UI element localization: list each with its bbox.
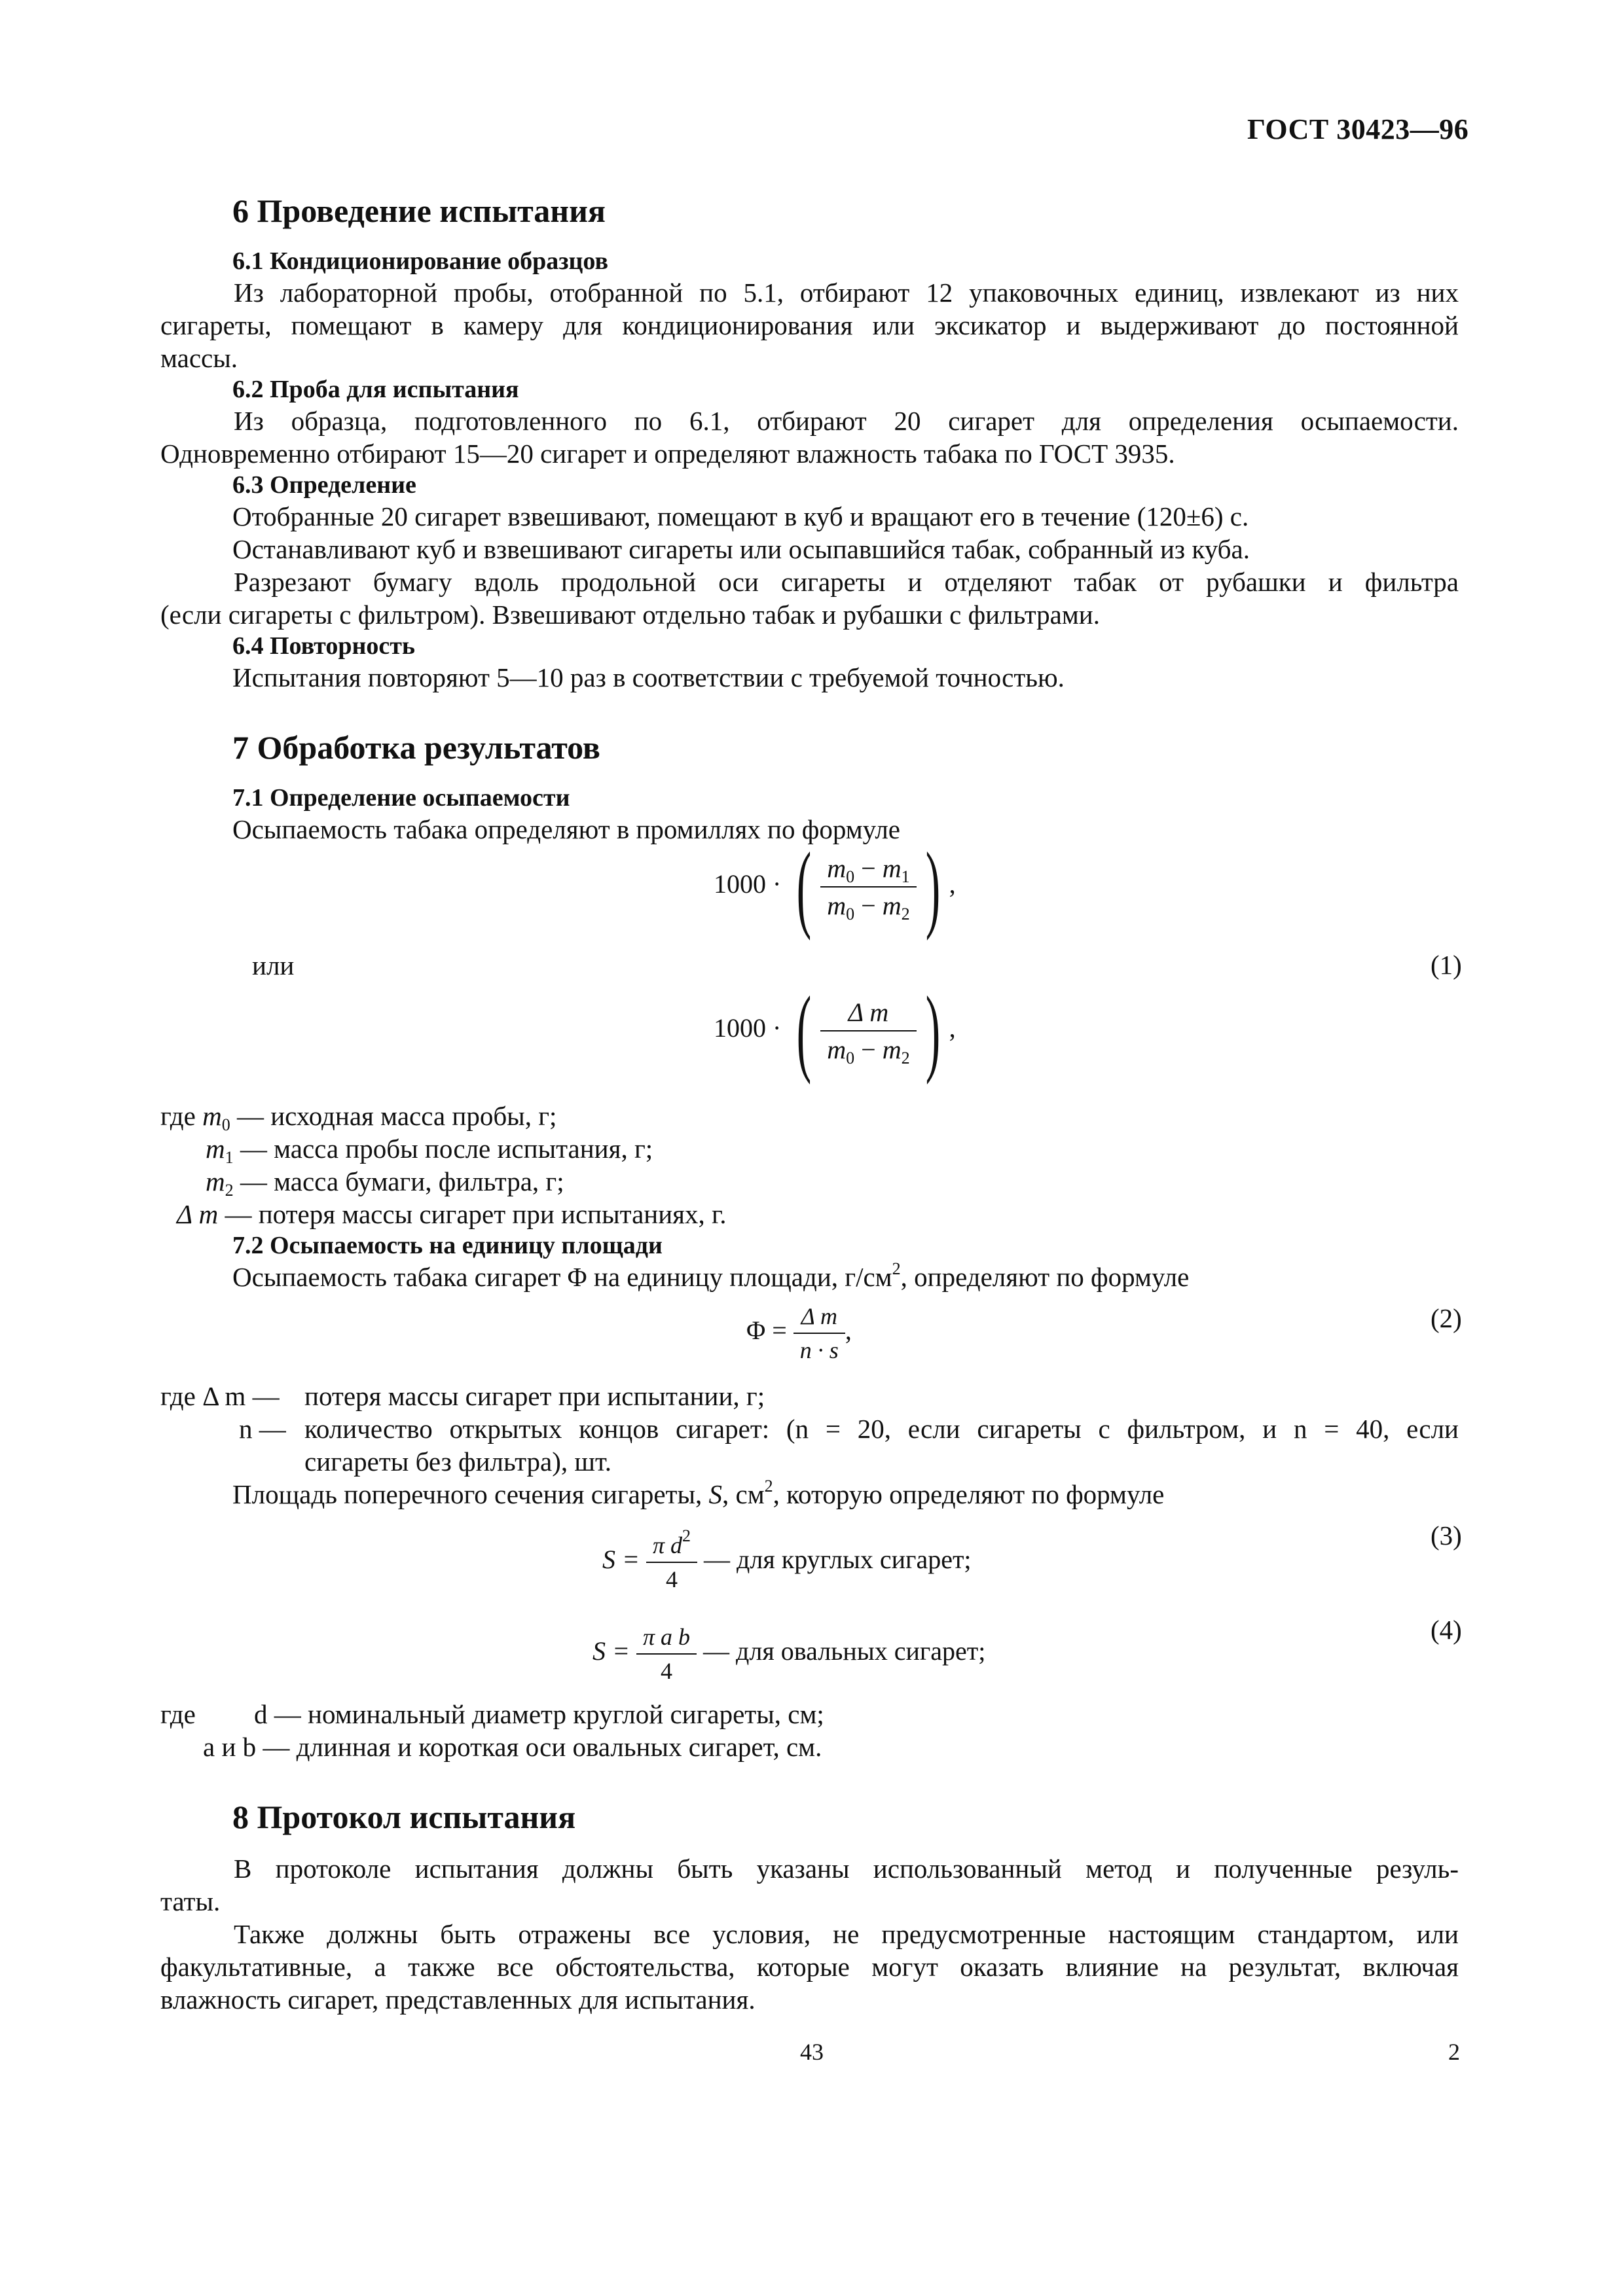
subsection-6-3-title: 6.3 Определение xyxy=(232,471,416,499)
equation-1a: 1000 · ( $\frac{m_0 - m_1}{m_0 - m_2}$ ) , xyxy=(714,833,956,941)
s62-line-1: Из образца, подготовленного по 6.1, отбирают 20 сигарет для определения осыпаемости. xyxy=(234,406,1459,436)
section-8-title: 8 Протокол испытания xyxy=(232,1799,576,1835)
s61-line-1: Из лабораторной пробы, отобранной по 5.1, отбирают 12 упаковочных единиц, извлекают из них xyxy=(234,278,1459,308)
equation-1-number: (1) xyxy=(1431,950,1462,980)
where2-dm-desc: потеря массы сигарет при испытании, г; xyxy=(304,1381,765,1411)
where1-m0-line: где $m_0$ — исходная масса пробы, г; xyxy=(160,1101,557,1134)
s8-para-1-line-2: таты. xyxy=(160,1886,221,1916)
section-7-title: 7 Обработка результатов xyxy=(232,729,600,766)
where1-m2-line: $m_2$ — масса бумаги, фильтра, г; xyxy=(206,1166,564,1200)
eq2-fraction: $\frac{\text{Δ m}}{n \cdot s}$ xyxy=(793,1302,845,1364)
s63-para-2: Останавливают куб и взвешивают сигареты или осыпавшийся табак, собранный из куба. xyxy=(232,534,1250,564)
equation-2: Φ = $\frac{\text{Δ m}}{n \cdot s}$ , xyxy=(746,1303,852,1363)
eq4-fraction: $\frac{\text{π a b}}{4}$ xyxy=(636,1623,697,1685)
subsection-6-2-title: 6.2 Проба для испытания xyxy=(232,376,519,403)
where3-ab-line: a и b — длинная и короткая оси овальных сигарет, см. xyxy=(203,1732,822,1762)
s61-line-3: массы. xyxy=(160,343,238,373)
eq1a-left-paren: ( xyxy=(797,833,812,941)
equation-4-number: (4) xyxy=(1431,1615,1462,1645)
subsection-7-2-title: 7.2 Осыпаемость на единицу площади xyxy=(232,1232,663,1259)
eq1b-right-paren: ) xyxy=(925,977,940,1085)
equation-1b: 1000 · ( $\frac{\text{Δ m}}{m_0 - m_2}$ ) , xyxy=(714,977,956,1085)
eq1a-fraction: $\frac{m_0 - m_1}{m_0 - m_2}$ xyxy=(820,853,916,921)
equation-3: S = $\frac{\pi d^2}{4}$ — для круглых сигарет; xyxy=(602,1526,972,1592)
subsection-6-1-title: 6.1 Кондиционирование образцов xyxy=(232,247,608,275)
s8-para-2-line-3: влажность сигарет, представленных для испытания. xyxy=(160,1984,756,2015)
page-number-right: 2 xyxy=(1448,2039,1460,2065)
eq1a-coefficient: 1000 · xyxy=(714,869,782,899)
equation-3-number: (3) xyxy=(1431,1520,1462,1551)
s63-para-3-line-1: Разрезают бумагу вдоль продольной оси сигареты и отделяют табак от рубашки и фильтра xyxy=(234,567,1459,597)
document-id-header: ГОСТ 30423—96 xyxy=(1247,113,1469,145)
eq1b-left-paren: ( xyxy=(797,977,812,1085)
s72-intro: Осыпаемость табака сигарет Φ на единицу площади, $г/см^2$, определяют по формуле xyxy=(232,1259,1190,1292)
eq1-or-label: или xyxy=(252,950,295,980)
eq1b-coefficient: 1000 · xyxy=(714,1013,782,1043)
s8-para-2-line-2: факультативные, а также все обстоятельства, которые могут оказать влияние на результат, включая xyxy=(160,1952,1459,1982)
s8-para-1-line-1: В протоколе испытания должны быть указаны использованный метод и полученные резуль- xyxy=(234,1854,1459,1884)
equation-2-number: (2) xyxy=(1431,1303,1462,1333)
where2-n-desc-line-1: количество открытых концов сигарет: (n = 20, если сигареты с фильтром, и n = 40, если xyxy=(304,1414,1459,1444)
subsection-6-4-title: 6.4 Повторность xyxy=(232,632,416,660)
where3-d-line: d — номинальный диаметр круглой сигареты, см; xyxy=(254,1699,824,1729)
s64-para-1: Испытания повторяют 5—10 раз в соответствии с требуемой точностью. xyxy=(232,662,1065,692)
equation-4: S = $\frac{\text{π a b}}{4}$ — для овальных сигарет; xyxy=(593,1624,986,1684)
page-number-center: 43 xyxy=(800,2039,824,2065)
s63-para-1: Отобранные 20 сигарет взвешивают, помещают в куб и вращают его в течение (120±6) с. xyxy=(232,501,1249,531)
where2-n-label: n — xyxy=(239,1414,286,1444)
where2-dm-label: где Δ m — xyxy=(160,1381,280,1411)
section-6-title: 6 Проведение испытания xyxy=(232,192,606,229)
s71-intro: Осыпаемость табака определяют в промиллях по формуле xyxy=(232,814,900,844)
where1-m1-line: $m_1$ — масса пробы после испытания, г; xyxy=(206,1134,653,1167)
where1-dm-line: Δ m — потеря массы сигарет при испытаниях, г. xyxy=(177,1199,727,1229)
eq3-fraction: $\frac{\pi d^2}{4}$ xyxy=(646,1532,697,1593)
s63-para-3-line-2: (если сигареты с фильтром). Взвешивают отдельно табак и рубашки с фильтрами. xyxy=(160,600,1100,630)
s62-line-2: Одновременно отбирают 15—20 сигарет и определяют влажность табака по ГОСТ 3935. xyxy=(160,439,1175,469)
eq1b-fraction: $\frac{\text{Δ m}}{m_0 - m_2}$ xyxy=(820,997,916,1065)
area-intro: Площадь поперечного сечения сигареты, S, $см^2$, которую определяют по формуле xyxy=(232,1477,1165,1509)
where3-gde: где xyxy=(160,1699,196,1729)
subsection-7-1-title: 7.1 Определение осыпаемости xyxy=(232,784,570,812)
eq1a-right-paren: ) xyxy=(925,833,940,941)
s61-line-2: сигареты, помещают в камеру для кондиционирования или эксикатор и выдерживают до постоянной xyxy=(160,310,1459,340)
s8-para-2-line-1: Также должны быть отражены все условия, не предусмотренные настоящим стандартом, или xyxy=(234,1919,1459,1949)
where2-n-desc-line-2: сигареты без фильтра), шт. xyxy=(304,1446,612,1477)
